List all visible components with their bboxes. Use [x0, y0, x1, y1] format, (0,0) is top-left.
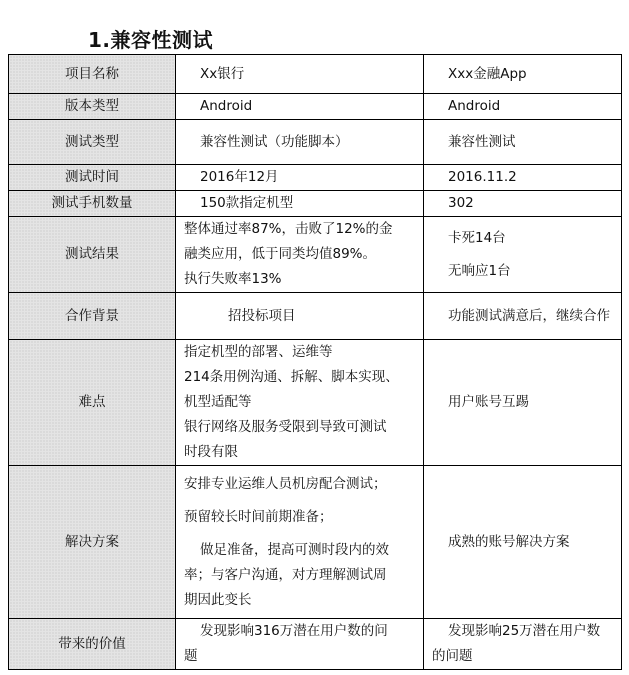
cell-col2 [424, 466, 622, 619]
cell-col1 [176, 120, 424, 165]
cell-col1 [176, 340, 424, 466]
table-row [9, 466, 622, 619]
table-row [9, 94, 622, 120]
cell-text: 无响应1台 [448, 262, 511, 279]
cell-col1 [176, 191, 424, 217]
table-row [9, 191, 622, 217]
cell-text: 银行网络及服务受限到导致可测试 [184, 419, 387, 435]
cell-text: 指定机型的部署、运维等 [184, 344, 333, 360]
cell-text: 兼容性测试 [448, 133, 516, 150]
cell-col2 [424, 619, 622, 670]
cell-col1 [176, 55, 424, 94]
cell-col1 [176, 217, 424, 293]
row-label: 合作背景 [9, 293, 176, 340]
cell-text: 预留较长时间前期准备； [184, 508, 333, 525]
cell-col1 [176, 165, 424, 191]
cell-text: 卡死14台 [448, 229, 506, 246]
cell-col1 [176, 619, 424, 670]
cell-text: 招投标项目 [228, 307, 296, 324]
cell-col2 [424, 165, 622, 191]
cell-col2 [424, 191, 622, 217]
table-row [9, 165, 622, 191]
cell-col2 [424, 217, 622, 293]
cell-text: 的问题 [432, 648, 473, 664]
table-row [9, 55, 622, 94]
cell-text: 题 [184, 648, 198, 664]
cell-text: 安排专业运维人员机房配合测试； [184, 475, 387, 492]
table-row [9, 340, 622, 466]
cell-text: 214条用例沟通、拆解、脚本实现、 [184, 369, 399, 385]
cell-text: 302 [448, 195, 474, 211]
cell-text: 融类应用，低于同类均值89%。 [184, 246, 377, 262]
row-label: 项目名称 [9, 55, 176, 94]
row-label: 解决方案 [9, 466, 176, 619]
cell-text: 执行失败率13% [184, 271, 282, 287]
row-label: 带来的价值 [9, 619, 176, 670]
cell-text: Xxx金融App [448, 65, 527, 82]
cell-text: 做足准备，提高可测时段内的效 [200, 541, 389, 558]
cell-text: 150款指定机型 [200, 195, 294, 211]
row-label: 测试结果 [9, 217, 176, 293]
cell-text: Android [200, 98, 253, 114]
cell-col2 [424, 120, 622, 165]
cell-text: 2016年12月 [200, 169, 279, 185]
row-label: 难点 [9, 340, 176, 466]
row-label: 测试类型 [9, 120, 176, 165]
row-label: 测试手机数量 [9, 191, 176, 217]
row-label: 测试时间 [9, 165, 176, 191]
cell-text: Xx银行 [200, 65, 245, 82]
table-row [9, 120, 622, 165]
table-row [9, 293, 622, 340]
cell-col2 [424, 94, 622, 120]
section-title: 1.兼容性测试 [88, 28, 214, 52]
cell-text: 整体通过率87%，击败了12%的金 [184, 221, 393, 237]
cell-col2 [424, 340, 622, 466]
cell-text: 期因此变长 [184, 591, 252, 608]
cell-col1 [176, 94, 424, 120]
cell-text: 时段有限 [184, 444, 238, 460]
cell-text: 机型适配等 [184, 394, 252, 410]
cell-text: 2016.11.2 [448, 169, 517, 185]
cell-text: 用户账号互踢 [448, 394, 529, 410]
cell-text: Android [448, 98, 501, 114]
cell-text: 兼容性测试（功能脚本） [200, 133, 349, 150]
cell-text: 成熟的账号解决方案 [448, 533, 570, 550]
compatibility-test-table [8, 54, 622, 670]
cell-text: 发现影响25万潜在用户数 [448, 623, 601, 639]
table-row [9, 619, 622, 670]
table-row [9, 217, 622, 293]
cell-text: 发现影响316万潜在用户数的问 [200, 623, 388, 639]
cell-text: 率；与客户沟通，对方理解测试周 [184, 566, 387, 583]
cell-col1 [176, 466, 424, 619]
cell-col1 [176, 293, 424, 340]
cell-col2 [424, 55, 622, 94]
row-label: 版本类型 [9, 94, 176, 120]
cell-text: 功能测试满意后，继续合作 [448, 307, 610, 324]
cell-col2 [424, 293, 622, 340]
